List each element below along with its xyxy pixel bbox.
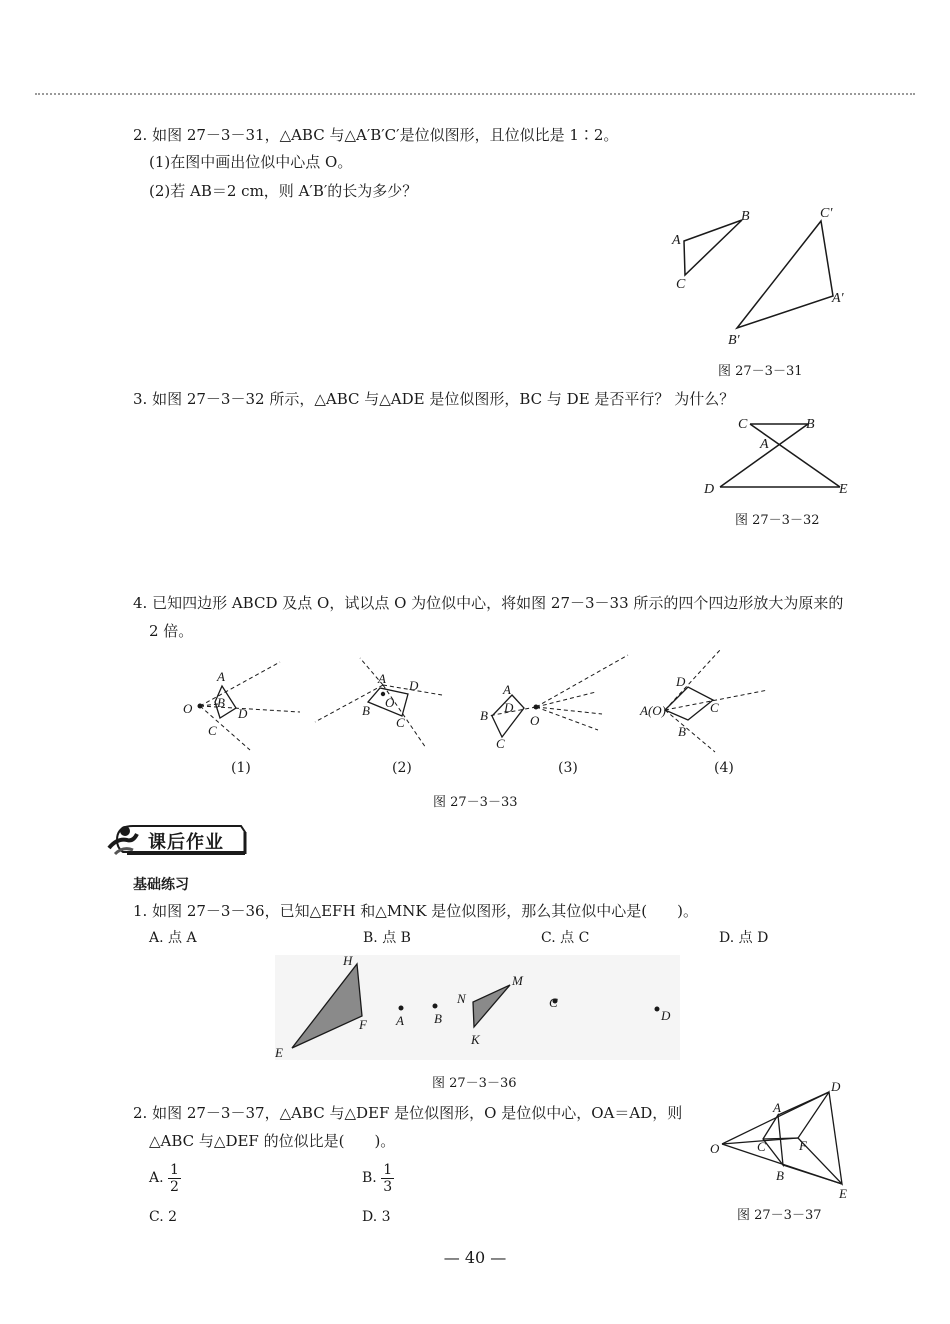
hq2-stem-line2: △ABC 与△DEF 的位似比是( )。 xyxy=(149,1132,396,1150)
q4-1-label-b: B xyxy=(217,695,225,710)
label-a: A xyxy=(672,233,681,248)
q4-subcaption-1: (1) xyxy=(231,760,251,776)
q4-3-label-c: C xyxy=(496,736,505,751)
hq2-option-c: C. 2 xyxy=(149,1209,178,1225)
hq2-label-o: O xyxy=(710,1141,720,1156)
label-c: C xyxy=(676,277,686,292)
hq2-label-c: C xyxy=(757,1139,766,1154)
label-a-prime: A′ xyxy=(832,291,844,306)
hq2-option-a-numerator: 1 xyxy=(170,1161,179,1178)
label-b-prime: B′ xyxy=(728,333,740,348)
hq1-option-c: C. 点 C xyxy=(541,930,590,946)
figure-27-3-31 xyxy=(660,200,860,350)
q4-2-label-o: O xyxy=(385,695,395,710)
quad-2 xyxy=(315,658,442,748)
q4-4-label-d: D xyxy=(676,674,686,689)
q4-2-label-d: D xyxy=(409,678,419,693)
hq1-label-a: A xyxy=(396,1013,404,1028)
q4-4-label-b: B xyxy=(678,724,686,739)
q2-sub2: (2)若 AB＝2 cm，则 A′B′的长为多少？ xyxy=(149,182,418,200)
figure-27-3-33 xyxy=(170,650,780,760)
section-title: 基础练习 xyxy=(133,877,189,893)
figure-27-3-33-caption: 图 27－3－33 xyxy=(433,795,518,810)
label-c-prime: C′ xyxy=(820,206,833,221)
figure-27-3-37 xyxy=(705,1075,855,1205)
quad-4 xyxy=(639,650,768,752)
q4-stem-line1: 4. 已知四边形 ABCD 及点 O，试以点 O 为位似中心，将如图 27－3－33 所示的四个四边形放大为原来的 xyxy=(133,594,844,612)
header-divider xyxy=(35,93,915,95)
label-b: B xyxy=(806,417,815,432)
q4-1-label-o: O xyxy=(183,701,193,716)
hq1-label-c: C xyxy=(549,995,558,1010)
hq2-option-b xyxy=(362,1160,394,1196)
hq2-option-a-prefix: A. xyxy=(149,1170,164,1186)
figure-27-3-31-caption: 图 27－3－31 xyxy=(718,364,803,379)
q4-4-label-c: C xyxy=(710,700,719,715)
q4-3-label-o: O xyxy=(530,713,540,728)
hq2-label-a: A xyxy=(773,1100,781,1115)
hq1-label-d: D xyxy=(661,1008,671,1023)
hq2-option-a-fraction xyxy=(168,1162,181,1195)
label-d: D xyxy=(704,482,715,497)
hq2-label-d: D xyxy=(831,1079,841,1094)
figure-27-3-32 xyxy=(700,410,860,505)
q4-2-label-c: C xyxy=(396,715,405,730)
q4-subcaption-3: (3) xyxy=(558,760,578,776)
q4-4-label-ao: A(O) xyxy=(640,703,666,718)
label-a: A xyxy=(760,437,769,452)
q4-1-label-a: A xyxy=(217,669,225,684)
figure-27-3-36-caption: 图 27－3－36 xyxy=(432,1076,517,1091)
figure-27-3-37-caption: 图 27－3－37 xyxy=(737,1208,822,1223)
hq1-label-k: K xyxy=(471,1032,480,1047)
hq1-option-a: A. 点 A xyxy=(149,930,197,946)
hq1-label-m: M xyxy=(512,973,523,988)
hq2-option-a xyxy=(149,1160,181,1196)
q4-stem-line2: 2 倍。 xyxy=(149,622,194,640)
hq2-option-b-numerator: 1 xyxy=(383,1161,393,1178)
hq1-stem: 1. 如图 27－3－36，已知△EFH 和△MNK 是位似图形，那么其位似中心是( )。 xyxy=(133,902,699,920)
hq2-option-b-fraction xyxy=(381,1162,394,1195)
q4-1-label-c: C xyxy=(208,723,217,738)
homework-banner-title: 课后作业 xyxy=(148,832,224,853)
hq1-label-h: H xyxy=(343,955,353,968)
hq1-label-f: F xyxy=(359,1017,367,1032)
q2-sub1: (1)在图中画出位似中心点 O。 xyxy=(149,153,353,171)
triangle-abc xyxy=(684,220,742,275)
q4-2-label-b: B xyxy=(362,703,370,718)
figure-27-3-36 xyxy=(275,955,680,1060)
label-c: C xyxy=(738,417,748,432)
hq2-option-b-denominator: 3 xyxy=(383,1178,393,1195)
hq2-option-a-denominator: 2 xyxy=(170,1178,179,1195)
label-e: E xyxy=(839,482,848,497)
hq1-label-n: N xyxy=(457,991,466,1006)
hq1-option-b: B. 点 B xyxy=(363,930,411,946)
q4-subcaption-2: (2) xyxy=(392,760,412,776)
triangle-a2b2c2 xyxy=(737,221,833,328)
figure-27-3-32-caption: 图 27－3－32 xyxy=(735,513,820,528)
quad-1 xyxy=(183,662,300,750)
hq2-option-d: D. 3 xyxy=(362,1209,391,1225)
hq2-stem-line1: 2. 如图 27－3－37，△ABC 与△DEF 是位似图形，O 是位似中心，OA＝AD，则 xyxy=(133,1104,683,1122)
page-number: — 40 — xyxy=(443,1248,507,1267)
hq1-label-b: B xyxy=(434,1011,442,1026)
q4-subcaption-4: (4) xyxy=(714,760,734,776)
q4-1-label-d: D xyxy=(238,706,248,721)
q4-3-label-b: B xyxy=(480,708,488,723)
q2-stem: 2. 如图 27－3－31，△ABC 与△A′B′C′是位似图形，且位似比是 1∶2。 xyxy=(133,126,619,144)
q4-3-label-d: D xyxy=(504,700,514,715)
hq2-label-f: F xyxy=(799,1138,807,1153)
hq2-label-e: E xyxy=(839,1186,847,1201)
label-b: B xyxy=(741,209,750,224)
hq1-option-d: D. 点 D xyxy=(719,930,769,946)
hq2-label-b: B xyxy=(776,1168,784,1183)
q4-2-label-a: A xyxy=(378,671,386,686)
hq1-label-e: E xyxy=(275,1045,283,1060)
q4-3-label-a: A xyxy=(503,682,511,697)
q3-stem: 3. 如图 27－3－32 所示，△ABC 与△ADE 是位似图形，BC 与 DE 是否平行？ 为什么？ xyxy=(133,390,735,408)
hq2-option-b-prefix: B. xyxy=(362,1170,377,1186)
quad-3 xyxy=(480,655,628,751)
